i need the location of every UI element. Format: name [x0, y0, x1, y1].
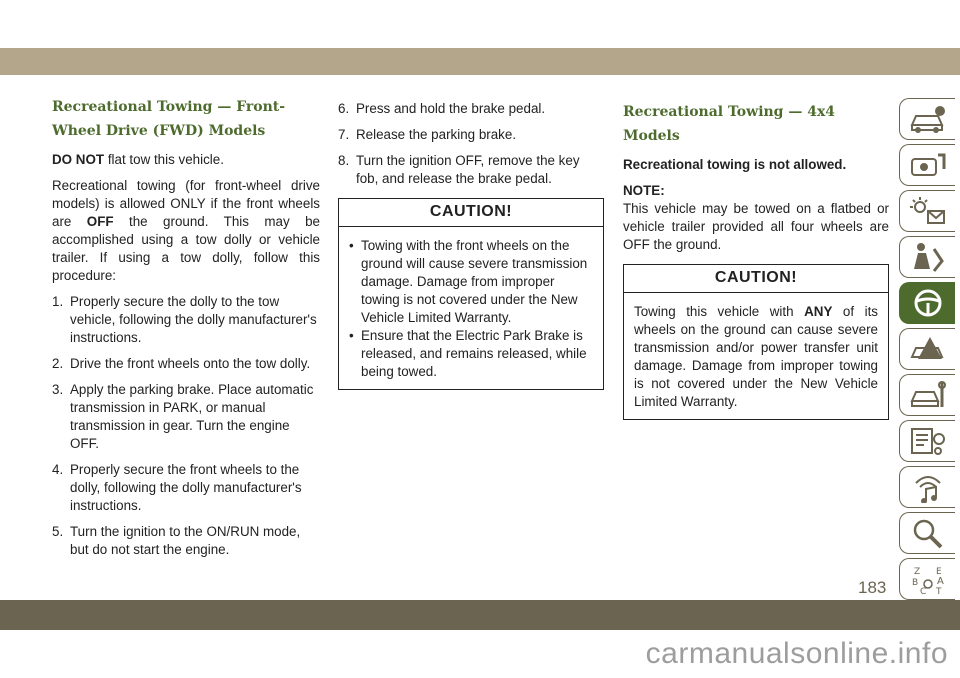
tab-starting-operating[interactable]: [899, 282, 955, 324]
list-item: [349, 327, 593, 381]
steering-wheel-icon: [908, 287, 948, 319]
not-allowed-line: Recreational towing is not allowed.: [623, 157, 847, 172]
bullet: •: [349, 328, 354, 343]
tab-multimedia[interactable]: [899, 466, 955, 508]
index-letter: B: [911, 578, 918, 588]
list-item: [52, 355, 320, 373]
list-item: [52, 461, 320, 515]
caution-text-a: Towing this vehicle with: [634, 304, 794, 319]
4x4-heading: Recreational Towing — 4x4 Models: [623, 104, 836, 144]
index-letter: Z: [913, 567, 920, 577]
list-item: [52, 293, 320, 347]
bottom-band: [0, 600, 960, 630]
procedure-list-1: [52, 293, 320, 559]
list-item: [52, 523, 320, 559]
tab-safety[interactable]: [899, 236, 955, 278]
towing-paragraph: [52, 177, 320, 285]
tab-emergency[interactable]: [899, 328, 955, 370]
step-text: Turn the ignition to the ON/RUN mode, but do not start the engine.: [70, 524, 301, 557]
emergency-icon: [908, 333, 948, 365]
search-icon: [908, 517, 948, 549]
index-letter: A: [936, 576, 944, 587]
towing-text-b: the ground. This may be accomplished using a tow dolly or vehicle trailer. If using a tow dolly, follow this procedure:: [52, 214, 320, 283]
column-2: [338, 100, 604, 390]
column-1: [52, 95, 320, 567]
tab-specifications[interactable]: [899, 420, 955, 462]
note-text: This vehicle may be towed on a flatbed or vehicle trailer provided all four wheels are OFF the ground.: [623, 201, 889, 252]
caution-title: CAUTION!: [339, 199, 603, 227]
watermark: carmanualsonline.info: [645, 637, 948, 670]
do-not-paragraph: [52, 151, 320, 169]
step-number: 1.: [52, 294, 64, 309]
bullet: •: [349, 238, 354, 253]
off-bold: OFF: [86, 214, 114, 229]
warning-lights-icon: [908, 195, 948, 227]
tab-search[interactable]: [899, 512, 955, 554]
tab-index[interactable]: [899, 558, 955, 600]
do-not-bold: DO NOT: [52, 152, 105, 167]
top-band: [0, 48, 960, 75]
caution-list: [349, 237, 593, 381]
list-item: [338, 100, 604, 118]
step-text: Release the parking brake.: [356, 127, 517, 142]
step-number: 2.: [52, 356, 64, 371]
index-letter: E: [935, 567, 942, 577]
caution-text: [634, 303, 878, 411]
step-text: Turn the ignition OFF, remove the key fob, and release the brake pedal.: [356, 153, 580, 186]
list-item: [338, 152, 604, 188]
tab-warning-lights[interactable]: [899, 190, 955, 232]
step-number: 5.: [52, 524, 64, 539]
car-service-icon: [908, 379, 948, 411]
do-not-rest: flat tow this vehicle.: [107, 152, 224, 167]
step-number: 4.: [52, 462, 64, 477]
procedure-list-2: [338, 100, 604, 188]
caution-text-b: of its wheels on the ground can cause severe transmission and/or power transfer unit damage. Damage from improper towing is not covered under the New Vehicle Limited Warranty.: [634, 304, 878, 409]
car-info-icon: [908, 103, 948, 135]
caution-box-fwd: [338, 198, 604, 390]
index-letter: C: [919, 587, 926, 595]
note-block: [623, 182, 889, 254]
column-3: [623, 100, 889, 420]
index-letter: T: [935, 587, 941, 595]
list-item: [338, 126, 604, 144]
step-number: 6.: [338, 101, 350, 116]
tab-service[interactable]: [899, 374, 955, 416]
caution-body: [339, 227, 603, 389]
step-number: 8.: [338, 153, 350, 168]
any-bold: ANY: [804, 304, 833, 319]
safety-icon: [908, 241, 948, 273]
step-text: Press and hold the brake pedal.: [356, 101, 546, 116]
fwd-heading: Recreational Towing — Front-Wheel Drive (FWD) Models: [52, 99, 286, 139]
caution-body: [624, 293, 888, 419]
list-item: [349, 237, 593, 327]
tab-car-info[interactable]: [899, 98, 955, 140]
step-text: Properly secure the front wheels to the dolly, following the dolly manufacturer's instructions.: [70, 462, 302, 513]
list-item: [52, 381, 320, 453]
dashboard-icon: [908, 149, 948, 181]
step-text: Properly secure the dolly to the tow vehicle, following the dolly manufacturer's instructions.: [70, 294, 317, 345]
multimedia-icon: [908, 471, 948, 503]
caution-title: CAUTION!: [624, 265, 888, 293]
page-number: 183: [858, 578, 887, 597]
towing-text-a: Recreational towing (for front-wheel drive models) is allowed ONLY if the front wheels are: [52, 178, 320, 229]
step-text: Drive the front wheels onto the tow dolly.: [70, 356, 311, 371]
specifications-icon: [908, 425, 948, 457]
index-icon: [908, 563, 948, 595]
caution-box-4x4: [623, 264, 889, 420]
note-label: NOTE:: [623, 183, 665, 198]
step-number: 3.: [52, 382, 64, 397]
chapter-tabs: [899, 98, 960, 604]
step-number: 7.: [338, 127, 350, 142]
caution-text: Towing with the front wheels on the ground will cause severe transmission damage. Damage from improper towing is not covered under the New Vehicle Limited Warranty.: [361, 238, 588, 325]
step-text: Apply the parking brake. Place automatic transmission in PARK, or manual transmission in gear. Turn the engine OFF.: [70, 382, 314, 451]
tab-dashboard[interactable]: [899, 144, 955, 186]
caution-text: Ensure that the Electric Park Brake is released, and remains released, while being towed.: [361, 328, 587, 379]
